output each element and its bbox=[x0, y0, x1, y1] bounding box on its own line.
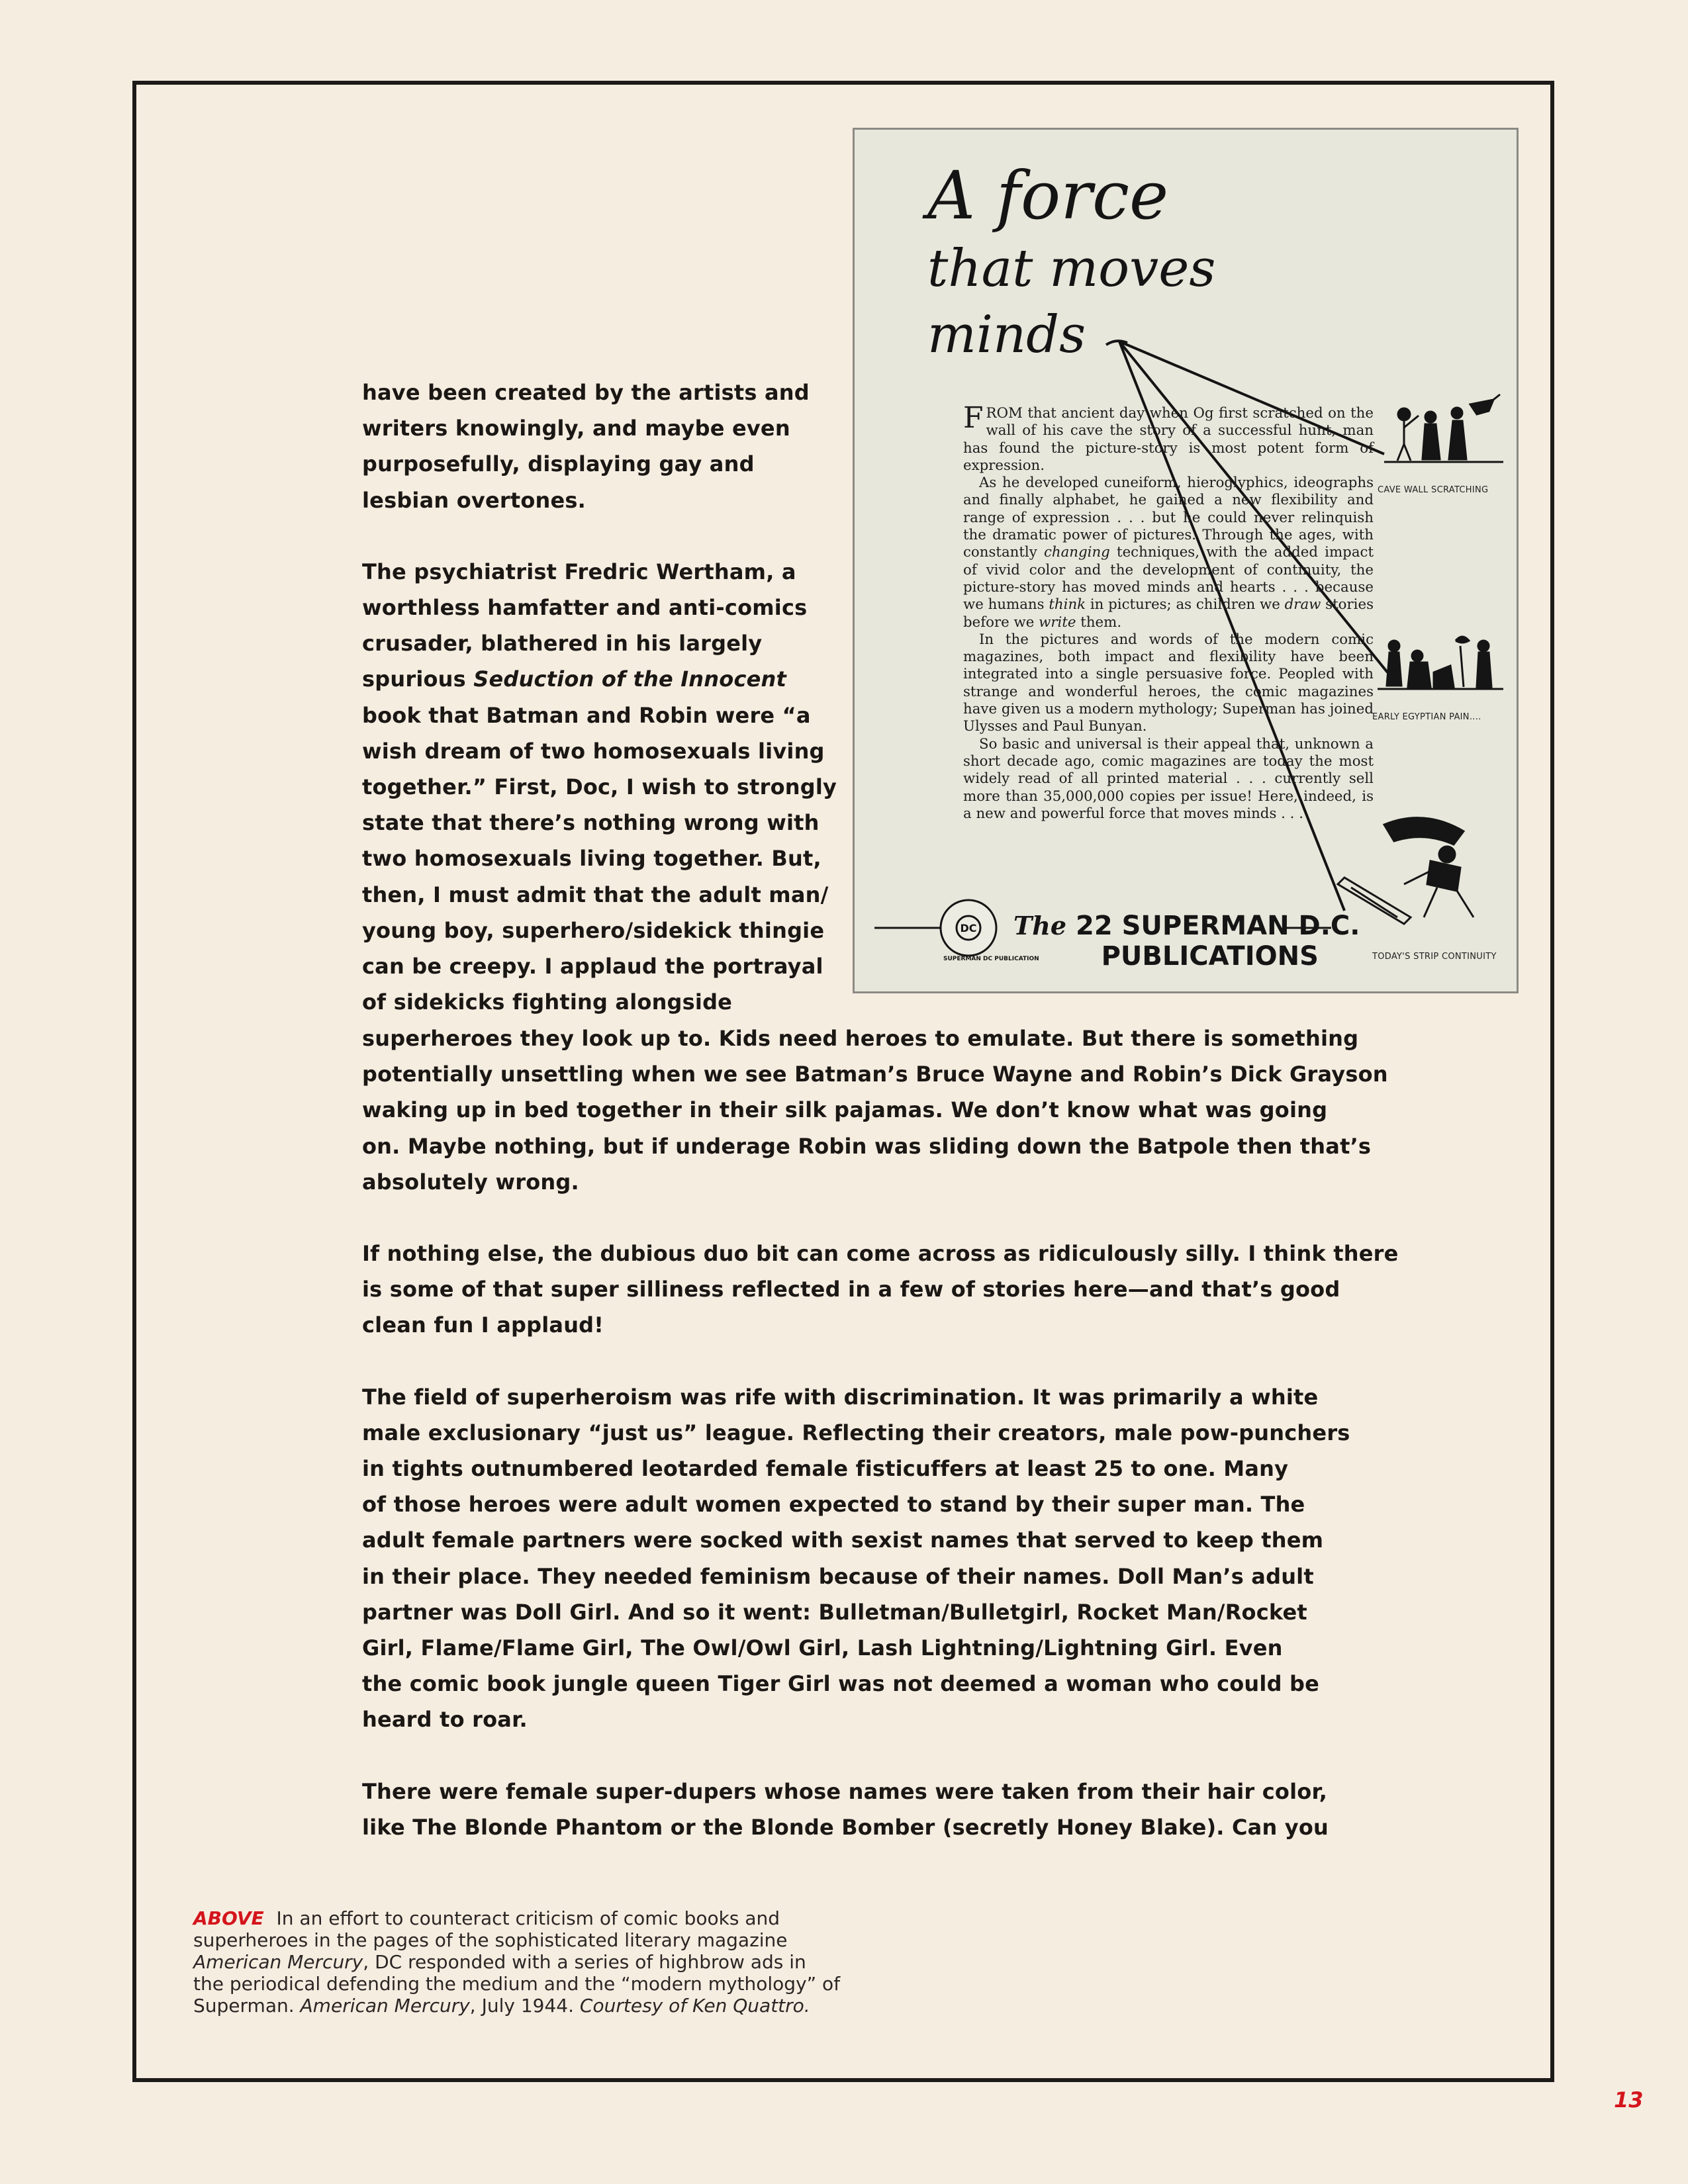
book-title: Seduction of the Innocent bbox=[473, 666, 786, 692]
text-line: together.” First, Doc, I wish to strongly bbox=[362, 774, 837, 800]
caption-line bbox=[193, 1995, 842, 2017]
text-line: like The Blonde Phantom or the Blonde Bomber (secretly Honey Blake). Can you bbox=[362, 1814, 1329, 1840]
ad-dropcap: F bbox=[963, 401, 984, 435]
ad-brand-the: The bbox=[1013, 911, 1067, 940]
figure-caption bbox=[193, 1907, 842, 2017]
thumb-caption-strip: TODAY'S STRIP CONTINUITY bbox=[1372, 952, 1497, 962]
ad-copy-emphasis: draw bbox=[1284, 596, 1321, 614]
text-line: writers knowingly, and maybe even bbox=[362, 416, 790, 441]
caption-text: , DC responded with a series of highbrow ads in bbox=[363, 1951, 806, 1973]
caption-label: ABOVE bbox=[193, 1907, 264, 1929]
cave-scratching-illustration bbox=[1384, 388, 1503, 467]
seal-center-text: DC bbox=[960, 922, 977, 934]
text-line: of sidekicks fighting alongside bbox=[362, 989, 733, 1015]
ad-copy-paragraph-4: So basic and universal is their appeal that, unknown a short decade ago, comic magazines are today the most widely read of all printed material . . . currently sell more than 35,000,000 copies per issue! Here, indeed, is a new and powerful force that moves minds . . . bbox=[963, 735, 1374, 822]
ad-copy-text: in pictures; as children we bbox=[1086, 596, 1285, 614]
text-line: book that Batman and Robin were “a bbox=[362, 702, 811, 728]
text-line: If nothing else, the dubious duo bit can come across as ridiculously silly. I think there bbox=[362, 1241, 1399, 1267]
ad-copy-paragraph-3: In the pictures and words of the modern comic magazines, both impact and flexibility have been integrated into a single persuasive force. Peopled with strange and wonderful heroes, the comic magazines have given us a modern mythology; Superman has joined Ulysses and Paul Bunyan. bbox=[963, 631, 1374, 735]
body-text-wide-column bbox=[362, 1021, 1399, 1845]
ad-body-copy bbox=[963, 401, 1374, 823]
text-line: Girl, Flame/Flame Girl, The Owl/Owl Girl, Lash Lightning/Lightning Girl. Even bbox=[362, 1635, 1283, 1661]
text-line: in their place. They needed feminism because of their names. Doll Man’s adult bbox=[362, 1563, 1314, 1589]
text-line: of those heroes were adult women expected to stand by their super man. The bbox=[362, 1492, 1305, 1518]
text-line: two homosexuals living together. But, bbox=[362, 846, 821, 872]
caption-text: In an effort to counteract criticism of comic books and bbox=[270, 1907, 780, 1929]
paragraph-2-continued bbox=[362, 1021, 1399, 1200]
ad-copy-text: ROM that ancient day when Og first scratched on the wall of his cave the story of a successful hunt, man has found the picture-story is most potent form of expression. bbox=[963, 405, 1374, 474]
caption-line: the periodical defending the medium and the “modern mythology” of bbox=[193, 1973, 841, 1995]
text-line: superheroes they look up to. Kids need heroes to emulate. But there is something bbox=[362, 1026, 1359, 1051]
text-line: then, I must admit that the adult man/ bbox=[362, 882, 829, 907]
ad-copy-paragraph-1 bbox=[963, 401, 1374, 475]
body-text-narrow-column bbox=[362, 375, 837, 1020]
text-fragment: spurious bbox=[362, 666, 474, 692]
paragraph-2 bbox=[362, 554, 837, 1021]
ad-headline-line-3: minds bbox=[927, 305, 1086, 365]
caption-italic: American Mercury bbox=[193, 1951, 363, 1973]
text-line: clean fun I applaud! bbox=[362, 1312, 604, 1338]
text-line: purposefully, displaying gay and bbox=[362, 451, 755, 477]
text-line: heard to roar. bbox=[362, 1707, 528, 1733]
thumb-caption-cave: CAVE WALL SCRATCHING bbox=[1378, 485, 1489, 495]
ad-copy-emphasis: write bbox=[1039, 614, 1076, 631]
text-line: The field of superheroism was rife with discrimination. It was primarily a white bbox=[362, 1384, 1319, 1410]
caption-italic: American Mercury bbox=[300, 1995, 470, 2017]
ad-copy-emphasis: changing bbox=[1043, 544, 1110, 561]
ad-headline-line-1: A force bbox=[927, 157, 1169, 234]
ad-copy-paragraph-2 bbox=[963, 475, 1374, 631]
dc-advertisement bbox=[853, 128, 1519, 993]
text-line: waking up in bed together in their silk pajamas. We don’t know what was going bbox=[362, 1097, 1328, 1123]
ad-copy-text: techniques, with the added impact of vivid color and the development of continuity, the picture-story has moved minds and hearts . . . because we humans bbox=[963, 544, 1374, 614]
text-line: There were female super-dupers whose names were taken from their hair color, bbox=[362, 1778, 1328, 1804]
caption-text: Superman. bbox=[193, 1995, 301, 2017]
text-line bbox=[362, 661, 837, 697]
page-number: 13 bbox=[1614, 2087, 1644, 2113]
text-line: state that there’s nothing wrong with bbox=[362, 810, 820, 836]
caption-line: superheroes in the pages of the sophisticated literary magazine bbox=[193, 1929, 788, 1951]
ad-copy-emphasis: think bbox=[1049, 596, 1086, 614]
seal-ring-text: SUPERMAN DC PUBLICATION bbox=[943, 956, 1039, 962]
caption-italic: Courtesy of Ken Quattro. bbox=[579, 1995, 810, 2017]
caption-line bbox=[193, 1951, 842, 1973]
ad-copy-text: stories before we bbox=[963, 596, 1374, 631]
text-line: partner was Doll Girl. And so it went: Bulletman/Bulletgirl, Rocket Man/Rocket bbox=[362, 1599, 1307, 1625]
paragraph-3 bbox=[362, 1236, 1399, 1343]
text-line: young boy, superhero/sidekick thingie bbox=[362, 917, 825, 943]
paragraph-4 bbox=[362, 1379, 1399, 1738]
text-line: the comic book jungle queen Tiger Girl was not deemed a woman who could be bbox=[362, 1671, 1320, 1697]
ad-copy-text: As he developed cuneiform, hieroglyphics, ideographs and finally alphabet, he gained a new flexibility and range of expression . . . but he could never relinquish the dramatic power of pictures. Through the ages, with constantly bbox=[963, 475, 1374, 561]
caption-text: , July 1944. bbox=[469, 1995, 580, 2017]
caption-line bbox=[193, 1907, 842, 1929]
paragraph-5 bbox=[362, 1774, 1399, 1845]
text-line: can be creepy. I applaud the portrayal bbox=[362, 954, 823, 979]
text-line: wish dream of two homosexuals living bbox=[362, 738, 825, 764]
egyptian-painting-illustration bbox=[1378, 626, 1503, 699]
text-line: adult female partners were socked with sexist names that served to keep them bbox=[362, 1527, 1324, 1553]
ad-brand bbox=[1013, 911, 1360, 972]
text-line: have been created by the artists and bbox=[362, 380, 810, 405]
text-line: crusader, blathered in his largely bbox=[362, 631, 763, 657]
ad-footer bbox=[874, 904, 1497, 977]
ad-headline-line-2: that moves bbox=[927, 239, 1216, 298]
text-line: The psychiatrist Fredric Wertham, a bbox=[362, 559, 796, 584]
ad-copy-text: them. bbox=[1076, 614, 1122, 631]
thumb-caption-egyptian: EARLY EGYPTIAN PAIN.... bbox=[1372, 712, 1481, 722]
text-line: absolutely wrong. bbox=[362, 1169, 579, 1195]
text-line: worthless hamfatter and anti-comics bbox=[362, 595, 808, 621]
text-line: potentially unsettling when we see Batman’s Bruce Wayne and Robin’s Dick Grayson bbox=[362, 1062, 1388, 1087]
text-line: is some of that super silliness reflected in a few of stories here—and that’s good bbox=[362, 1277, 1340, 1302]
ad-brand-line-2: PUBLICATIONS bbox=[1101, 941, 1319, 972]
ad-brand-line-1: 22 SUPERMAN D.C. bbox=[1076, 911, 1360, 941]
text-line: male exclusionary “just us” league. Reflecting their creators, male pow-punchers bbox=[362, 1420, 1350, 1445]
paragraph-1 bbox=[362, 375, 837, 518]
text-line: lesbian overtones. bbox=[362, 487, 586, 513]
text-line: in tights outnumbered leotarded female fisticuffers at least 25 to one. Many bbox=[362, 1456, 1289, 1482]
text-line: on. Maybe nothing, but if underage Robin was sliding down the Batpole then that’s bbox=[362, 1133, 1372, 1159]
